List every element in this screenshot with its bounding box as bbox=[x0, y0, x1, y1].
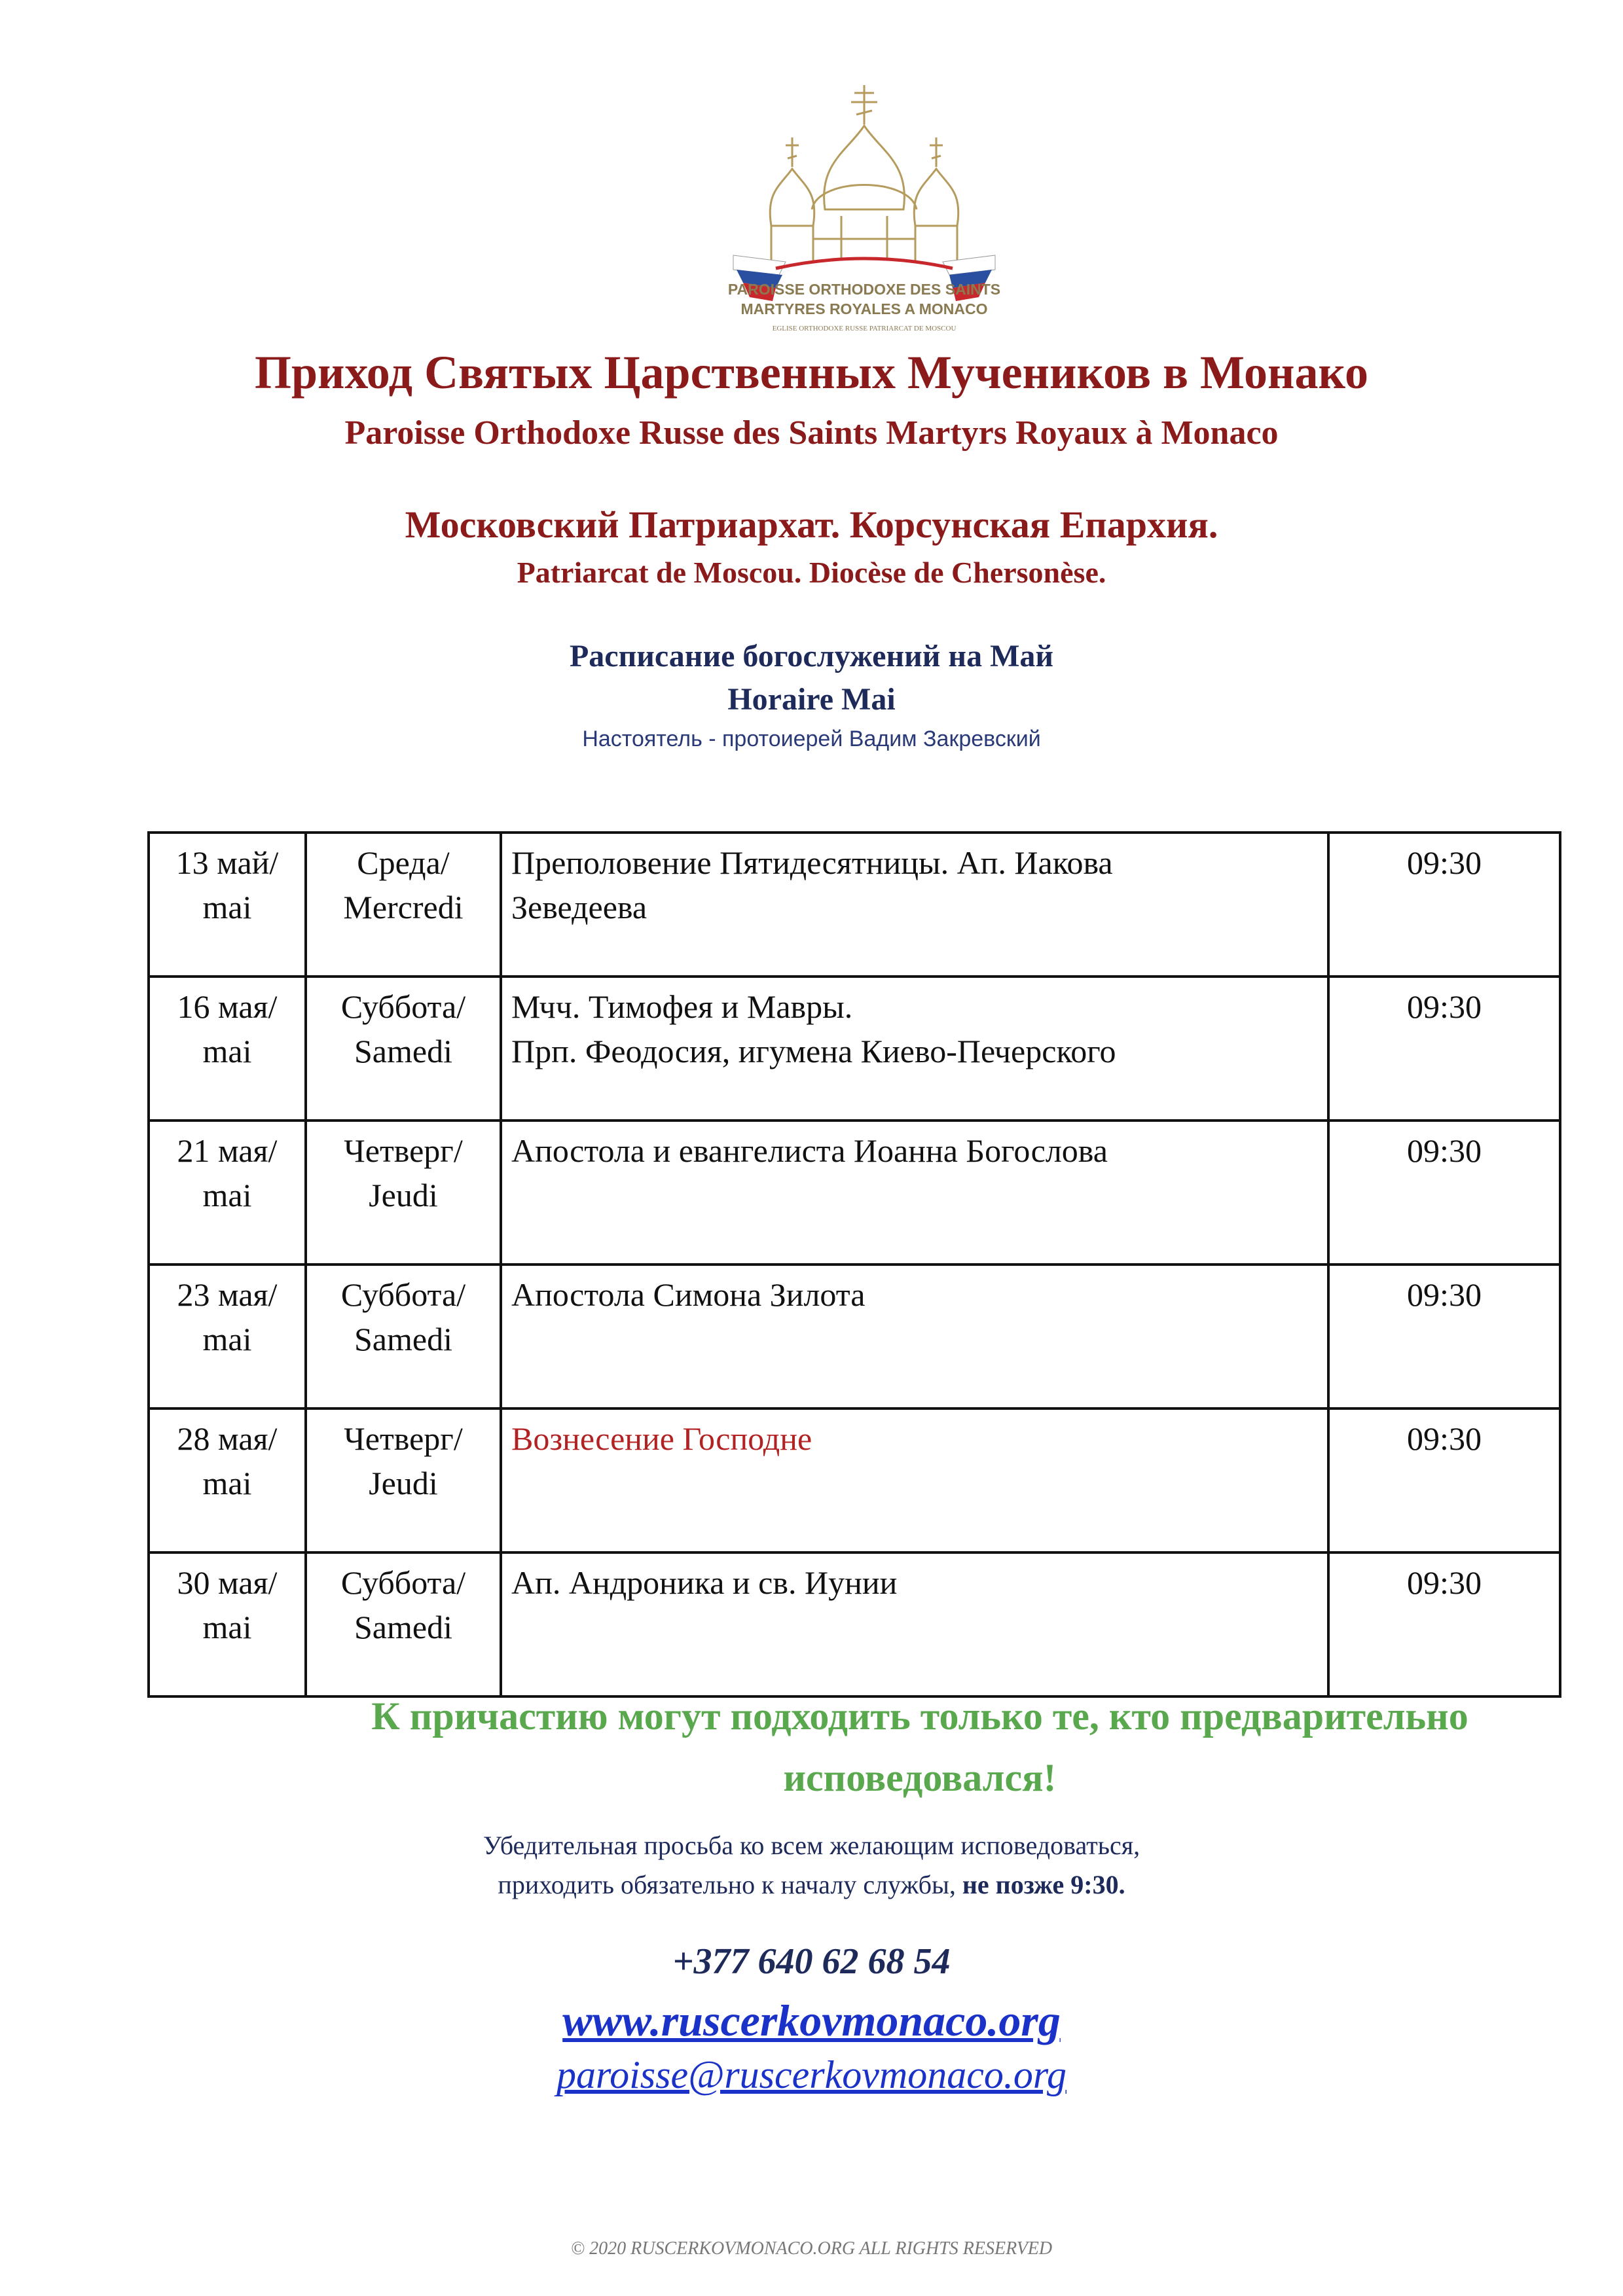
weekday-cell-line: Jeudi bbox=[369, 1177, 438, 1213]
parish-title-ru: Приход Святых Царственных Мучеников в Монако bbox=[254, 346, 1369, 399]
table-row bbox=[149, 1265, 1560, 1408]
time-cell: 09:30 bbox=[1328, 1552, 1560, 1696]
time-cell: 09:30 bbox=[1328, 1265, 1560, 1408]
church-domes-logo bbox=[714, 79, 1015, 347]
weekday-cell-line: Samedi bbox=[354, 1033, 452, 1069]
schedule-title-ru: Расписание богослужений на Май bbox=[569, 639, 1054, 673]
weekday-cell-line: Суббота/ bbox=[340, 1276, 466, 1313]
copyright: © 2020 RUSCERKOVMONACO.ORG ALL RIGHTS RESERVED bbox=[570, 2238, 1053, 2259]
weekday-cell bbox=[306, 1552, 501, 1696]
table-row bbox=[149, 1552, 1560, 1696]
date-cell bbox=[149, 977, 306, 1121]
date-cell-line: 23 мая/ bbox=[177, 1276, 278, 1313]
schedule-title-fr: Horaire Mai bbox=[727, 682, 896, 717]
parish-title-fr: Paroisse Orthodoxe Russe des Saints Martyrs Royaux à Monaco bbox=[344, 414, 1279, 452]
date-cell-line: mai bbox=[202, 1609, 252, 1645]
weekday-cell-line: Mercredi bbox=[343, 889, 464, 925]
weekday-cell-line: Четверг/ bbox=[344, 1420, 463, 1457]
date-cell-line: 30 мая/ bbox=[177, 1564, 278, 1601]
date-cell bbox=[149, 1552, 306, 1696]
request-line-2: приходить обязательно к началу службы, bbox=[498, 1870, 956, 1899]
weekday-cell bbox=[306, 1408, 501, 1552]
time-cell: 09:30 bbox=[1328, 1408, 1560, 1552]
weekday-cell-line: Среда/ bbox=[357, 844, 450, 881]
weekday-cell-line: Samedi bbox=[354, 1609, 452, 1645]
phone-number: +377 640 62 68 54 bbox=[672, 1941, 951, 1982]
date-cell-line: 13 май/ bbox=[175, 844, 279, 881]
weekday-cell-line: Суббота/ bbox=[340, 1564, 466, 1601]
date-cell bbox=[149, 1408, 306, 1552]
time-cell: 09:30 bbox=[1328, 833, 1560, 977]
logo-line-2: MARTYRES ROYALES A MONACO bbox=[740, 300, 988, 317]
date-cell-line: mai bbox=[202, 1033, 252, 1069]
date-cell bbox=[149, 1265, 306, 1408]
rector-line: Настоятель - протоиерей Вадим Закревский bbox=[582, 726, 1041, 751]
weekday-cell-line: Jeudi bbox=[369, 1465, 438, 1501]
request-deadline: не позже 9:30. bbox=[962, 1870, 1125, 1899]
date-cell bbox=[149, 833, 306, 977]
email-link[interactable]: paroisse@ruscerkovmonaco.org bbox=[556, 2053, 1067, 2096]
schedule-table bbox=[147, 831, 1561, 1698]
service-cell bbox=[501, 977, 1328, 1121]
date-cell-line: mai bbox=[202, 1465, 252, 1501]
date-cell bbox=[149, 1121, 306, 1265]
service-cell-line: Вознесение Господне bbox=[511, 1420, 812, 1457]
service-cell-line: Зеведеева bbox=[511, 889, 647, 925]
patriarchate-fr: Patriarcat de Moscou. Diocèse de Chersonèse. bbox=[517, 556, 1106, 589]
service-cell bbox=[501, 1265, 1328, 1408]
service-cell bbox=[501, 1408, 1328, 1552]
logo-line-1: PAROISSE ORTHODOXE DES SAINTS bbox=[727, 281, 1001, 298]
service-cell-line: Ап. Андроника и св. Иунии bbox=[511, 1564, 898, 1601]
table-row bbox=[149, 1408, 1560, 1552]
weekday-cell bbox=[306, 1121, 501, 1265]
time-cell: 09:30 bbox=[1328, 1121, 1560, 1265]
date-cell-line: mai bbox=[202, 889, 252, 925]
date-cell-line: mai bbox=[202, 1321, 252, 1357]
table-row bbox=[149, 977, 1560, 1121]
communion-notice bbox=[282, 1685, 1558, 1808]
date-cell-line: mai bbox=[202, 1177, 252, 1213]
weekday-cell bbox=[306, 1265, 501, 1408]
confession-request bbox=[0, 1826, 1623, 1905]
request-line-1: Убедительная просьба ко всем желающим исповедоваться, bbox=[483, 1831, 1140, 1860]
service-cell-line: Прп. Феодосия, игумена Киево-Печерского bbox=[511, 1033, 1116, 1069]
table-row bbox=[149, 1121, 1560, 1265]
communion-line-2: исповедовался! bbox=[783, 1756, 1057, 1799]
service-cell-line: Апостола и евангелиста Иоанна Богослова bbox=[511, 1132, 1108, 1169]
weekday-cell-line: Четверг/ bbox=[344, 1132, 463, 1169]
date-cell-line: 21 мая/ bbox=[177, 1132, 278, 1169]
service-cell-line: Мчч. Тимофея и Мавры. bbox=[511, 988, 853, 1025]
weekday-cell bbox=[306, 977, 501, 1121]
weekday-cell bbox=[306, 833, 501, 977]
service-cell bbox=[501, 1552, 1328, 1696]
service-cell-line: Преполовение Пятидесятницы. Ап. Иакова bbox=[511, 844, 1113, 881]
time-cell: 09:30 bbox=[1328, 977, 1560, 1121]
patriarchate-ru: Московский Патриархат. Корсунская Епархия. bbox=[405, 503, 1218, 546]
communion-line-1: К причастию могут подходить только те, кто предварительно bbox=[371, 1695, 1468, 1738]
service-cell-line: Апостола Симона Зилота bbox=[511, 1276, 866, 1313]
date-cell-line: 28 мая/ bbox=[177, 1420, 278, 1457]
website-link[interactable]: www.ruscerkovmonaco.org bbox=[562, 1996, 1061, 2045]
table-row bbox=[149, 833, 1560, 977]
weekday-cell-line: Samedi bbox=[354, 1321, 452, 1357]
weekday-cell-line: Суббота/ bbox=[340, 988, 466, 1025]
date-cell-line: 16 мая/ bbox=[177, 988, 278, 1025]
service-cell bbox=[501, 1121, 1328, 1265]
logo-line-3: EGLISE ORTHODOXE RUSSE PATRIARCAT DE MOSCOU bbox=[772, 325, 957, 332]
service-cell bbox=[501, 833, 1328, 977]
